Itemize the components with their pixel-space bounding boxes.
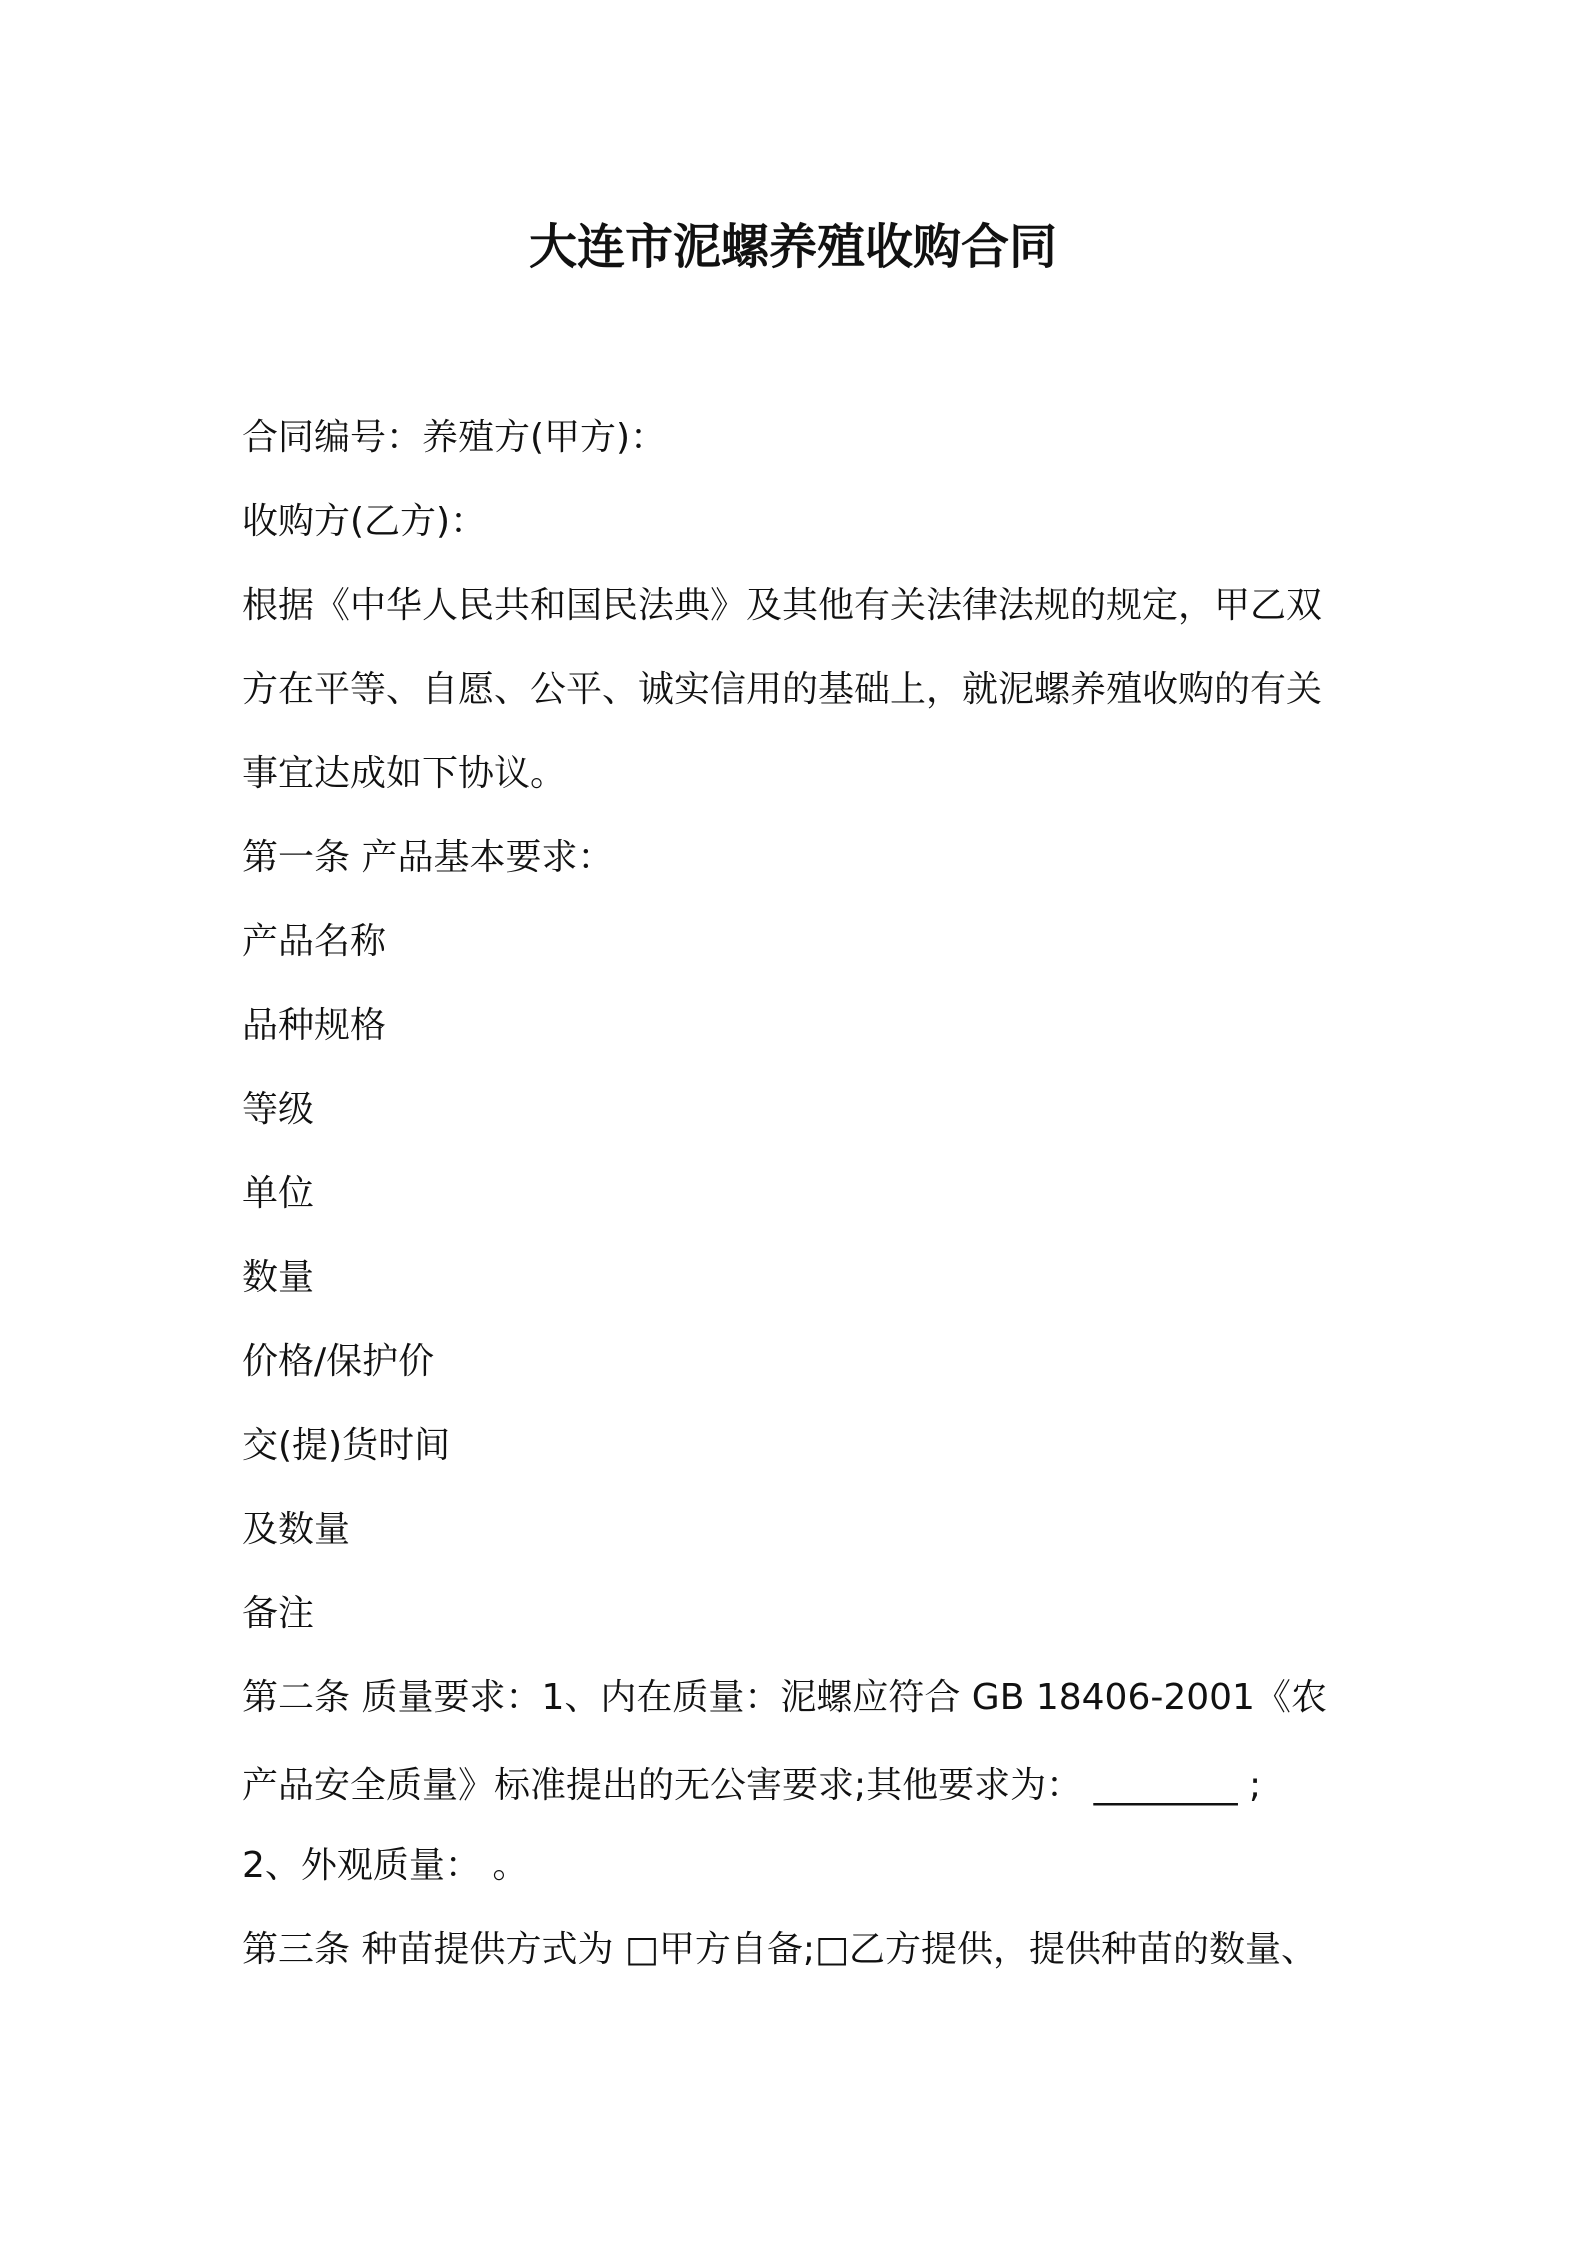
line-contract-number: 合同编号：养殖方(甲方)： (242, 417, 667, 458)
line-preamble-2: 方在平等、自愿、公平、诚实信用的基础上，就泥螺养殖收购的有关 (242, 669, 1323, 710)
article-2-appearance: 2、外观质量： 。 (242, 1845, 529, 1886)
article-2-line-1: 第二条 质量要求：1、内在质量：泥螺应符合 GB 18406-2001《农 (242, 1677, 1327, 1718)
field-delivery-time: 交(提)货时间 (242, 1425, 451, 1466)
article-2-line-2: 产品安全质量》标准提出的无公害要求;其他要求为： ________ ; (242, 1765, 1262, 1806)
line-buyer: 收购方(乙方)： (242, 501, 487, 542)
field-variety-spec: 品种规格 (242, 1005, 387, 1046)
field-grade: 等级 (242, 1089, 315, 1130)
field-unit: 单位 (242, 1173, 315, 1214)
field-price: 价格/保护价 (242, 1341, 435, 1382)
document-title: 大连市泥螺养殖收购合同 (528, 219, 1057, 275)
article-3-line-1: 第三条 种苗提供方式为 □甲方自备;□乙方提供，提供种苗的数量、 (242, 1929, 1318, 1970)
line-preamble-3: 事宜达成如下协议。 (242, 753, 567, 794)
line-preamble-1: 根据《中华人民共和国民法典》及其他有关法律法规的规定，甲乙双 (242, 585, 1323, 626)
field-product-name: 产品名称 (242, 921, 387, 962)
field-remarks: 备注 (242, 1593, 315, 1634)
article-1-heading: 第一条 产品基本要求： (242, 837, 614, 878)
field-delivery-quantity: 及数量 (242, 1509, 351, 1550)
field-quantity: 数量 (242, 1257, 315, 1298)
